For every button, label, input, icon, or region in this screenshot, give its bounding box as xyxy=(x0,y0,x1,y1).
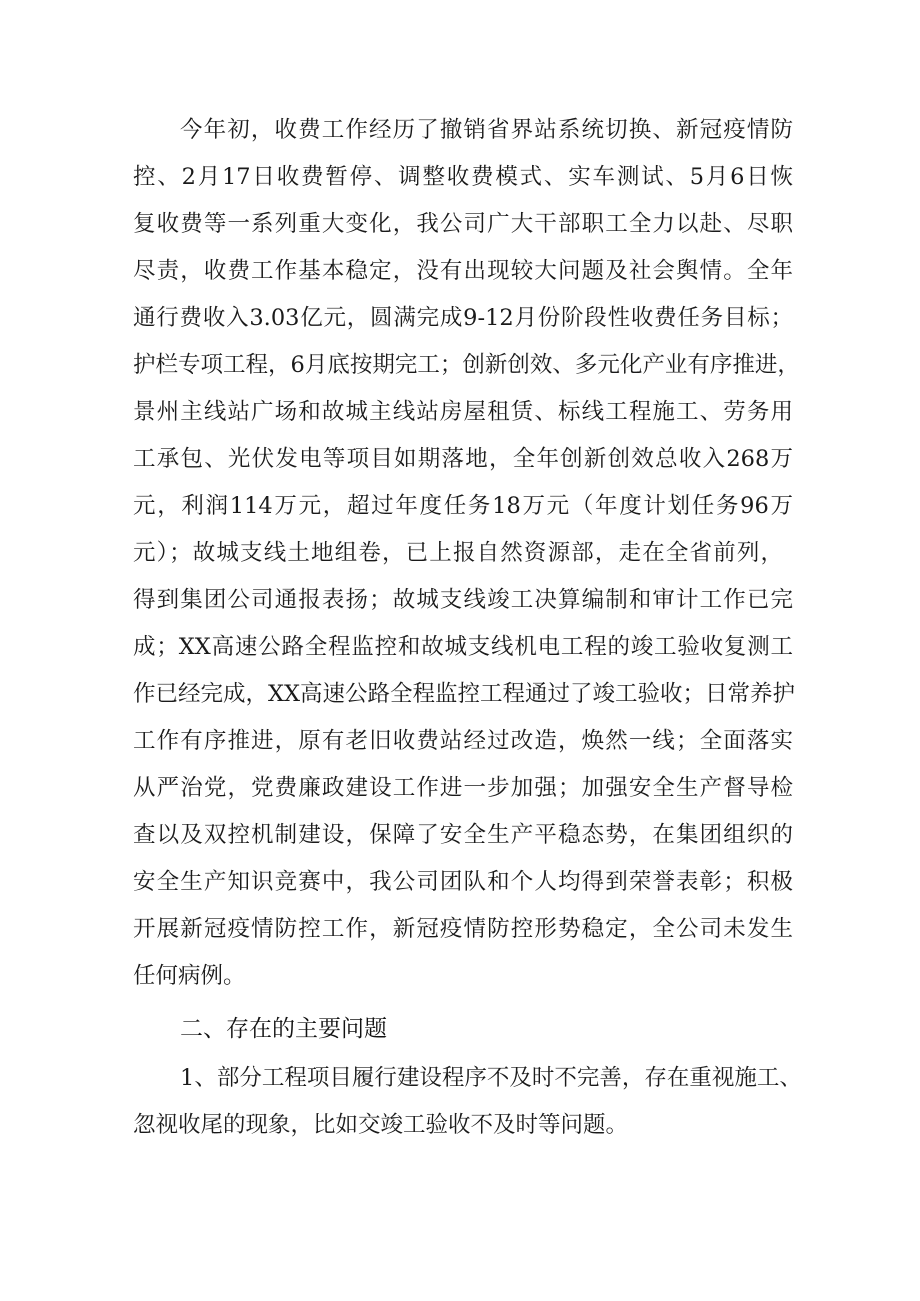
paragraph-line: 工承包、光伏发电等项目如期落地，全年创新创效总收入268万 xyxy=(133,446,793,472)
paragraph-line: 任何病例。 xyxy=(133,963,246,989)
paragraph-line: 复收费等一系列重大变化，我公司广大干部职工全力以赴、尽职 xyxy=(133,211,793,237)
list-item-line: 忽视收尾的现象，比如交竣工验收不及时等问题。 xyxy=(133,1112,629,1138)
paragraph-line: 工作有序推进，原有老旧收费站经过改造，焕然一线；全面落实 xyxy=(133,728,793,754)
paragraph-line: 元）；故城支线土地组卷，已上报自然资源部，走在全省前列， xyxy=(133,540,783,566)
paragraph-line: 安全生产知识竞赛中，我公司团队和个人均得到荣誉表彰；积极 xyxy=(133,869,793,895)
paragraph-line: 得到集团公司通报表扬；故城支线竣工决算编制和审计工作已完 xyxy=(133,587,793,613)
paragraph-line: 查以及双控机制建设，保障了安全生产平稳态势，在集团组织的 xyxy=(133,822,793,848)
section-heading: 二、存在的主要问题 xyxy=(180,1016,387,1042)
paragraph-line: 控、2月17日收费暂停、调整收费模式、实车测试、5月6日恢 xyxy=(133,164,793,190)
paragraph-line: 今年初，收费工作经历了撤销省界站系统切换、新冠疫情防 xyxy=(180,117,793,143)
paragraph-line: 作已经完成，XX高速公路全程监控工程通过了竣工验收；日常养护 xyxy=(133,681,796,707)
paragraph-line: 景州主线站广场和故城主线站房屋租赁、标线工程施工、劳务用 xyxy=(133,399,793,425)
paragraph-line: 护栏专项工程，6月底按期完工；创新创效、多元化产业有序推进， xyxy=(133,352,800,378)
list-item-line: 1、部分工程项目履行建设程序不及时不完善，存在重视施工、 xyxy=(180,1065,802,1091)
paragraph-line: 从严治党，党费廉政建设工作进一步加强；加强安全生产督导检 xyxy=(133,775,793,801)
paragraph-line: 尽责，收费工作基本稳定，没有出现较大问题及社会舆情。全年 xyxy=(133,258,793,284)
paragraph-line: 元，利润114万元，超过年度任务18万元（年度计划任务96万 xyxy=(133,493,793,519)
paragraph-line: 成；XX高速公路全程监控和故城支线机电工程的竣工验收复测工 xyxy=(133,634,793,660)
paragraph-line: 通行费收入3.03亿元，圆满完成9-12月份阶段性收费任务目标； xyxy=(133,305,793,331)
paragraph-line: 开展新冠疫情防控工作，新冠疫情防控形势稳定，全公司未发生 xyxy=(133,916,793,942)
